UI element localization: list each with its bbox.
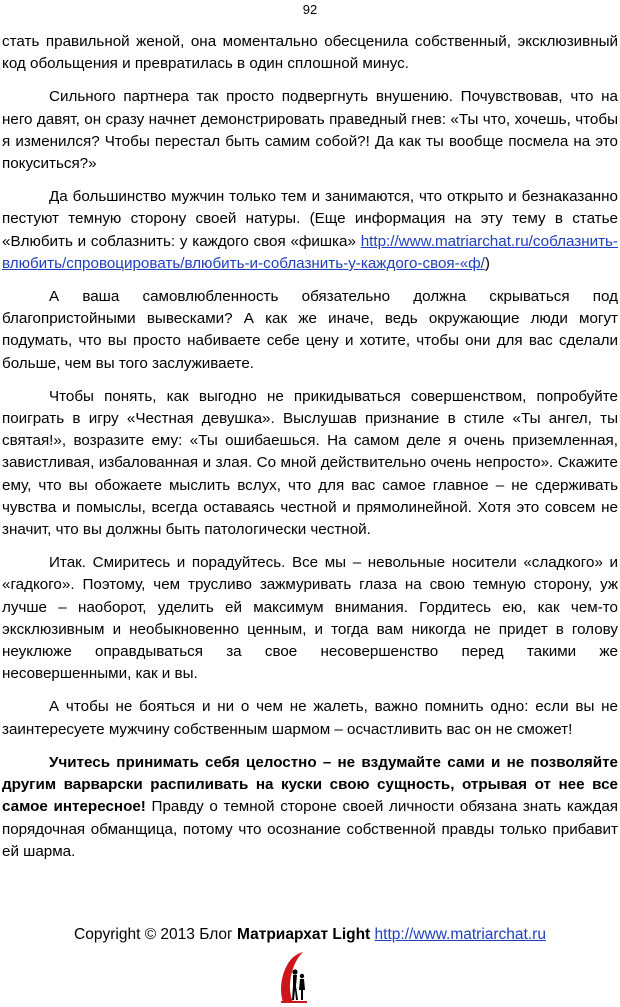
paragraph: Итак. Смиритесь и порадуйтесь. Все мы – невольные носители «сладкого» и «гадкого». Поэтому, чем трусливо зажмуривать глаза на свою темную сторону, уж лучше – наоборот, уделить ей максимум внимания. Гордитесь ею, как чем-то эксклюзивным и необыкновенно ценным, и тогда вам никогда не придет в голову неуклюже оправдываться за свое несовершенство перед такими же несовершенными, как и вы. [2,554,618,683]
paragraph-text-end: ) [484,254,490,272]
paragraph-text: Да большинство мужчин только тем и занимаются, что открыто и безнаказанно пестуют темную сторону своей натуры. (Еще информация на эту тему в статье «Влюбить и соблазнить: у каждого своя «фишка» [2,188,618,250]
page-number: 92 [302,2,318,17]
paragraph [2,752,618,863]
paragraph: А чтобы не бояться и ни о чем не жалеть, важно помнить одно: если вы не заинтересуете мужчину собственным шармом – осчастливить вас он не сможет! [2,698,618,738]
paragraph: стать правильной женой, она моментально обесценила собственный, эксклюзивный код обольщения и превратилась в один сплошной минус. [2,33,618,73]
footer [0,926,620,944]
blog-logo-icon [275,950,311,1004]
footer-link[interactable]: http://www.matriarchat.ru [374,926,546,943]
article-body [2,31,618,874]
article-link[interactable]: http://www.matriarchat.ru/соблазнить-влюбить/спровоцировать/влюбить-и-соблазнить-у-каждого-своя-«ф/ [2,232,618,272]
bold-text: Учитесь принимать себя целостно – не вздумайте сами и не позволяйте другим варварски распиливать на куски свою сущность, отрывая от нее все самое интересное! [2,753,618,816]
paragraph: Чтобы понять, как выгодно не прикидываться совершенством, попробуйте поиграть в игру «Честная девушка». Выслушав признание в стиле «Ты ангел, ты святая!», возразите ему: «Ты ошибаешься. На самом деле я очень приземленная, завистливая, избалованная и злая. Со мной действительно очень непросто». Скажите ему, что вы обожаете мыслить вслух, что для вас самое главное – не сдерживать чувства и помыслы, всегда оставаясь честной и прямолинейной. Хотя это совсем не значит, что вы должны быть патологически честной. [2,387,618,539]
footer-copyright: Copyright © 2013 Блог [74,926,238,943]
paragraph [2,186,618,275]
paragraph: Сильного партнера так просто подвергнуть внушению. Почувствовав, что на него давят, он сразу начнет демонстрировать праведный гнев: «Ты что, хочешь, чтобы я изменился? Чтобы перестал быть самим собой?! Да как ты вообще посмела на это покуситься?» [2,88,618,173]
paragraph-text: Правду о темной стороне своей личности обязана знать каждая порядочная обманщица, потому что осознание собственной правды только прибавит ей шарма. [2,798,618,860]
footer-brand: Матриархат Light [237,926,371,943]
paragraph: А ваша самовлюбленность обязательно должна скрываться под благопристойными вывесками? А как же иначе, ведь окружающие люди могут подумать, что вы просто набиваете себе цену и хотите, чтобы они для вас сделали больше, чем вы того заслуживаете. [2,288,618,372]
